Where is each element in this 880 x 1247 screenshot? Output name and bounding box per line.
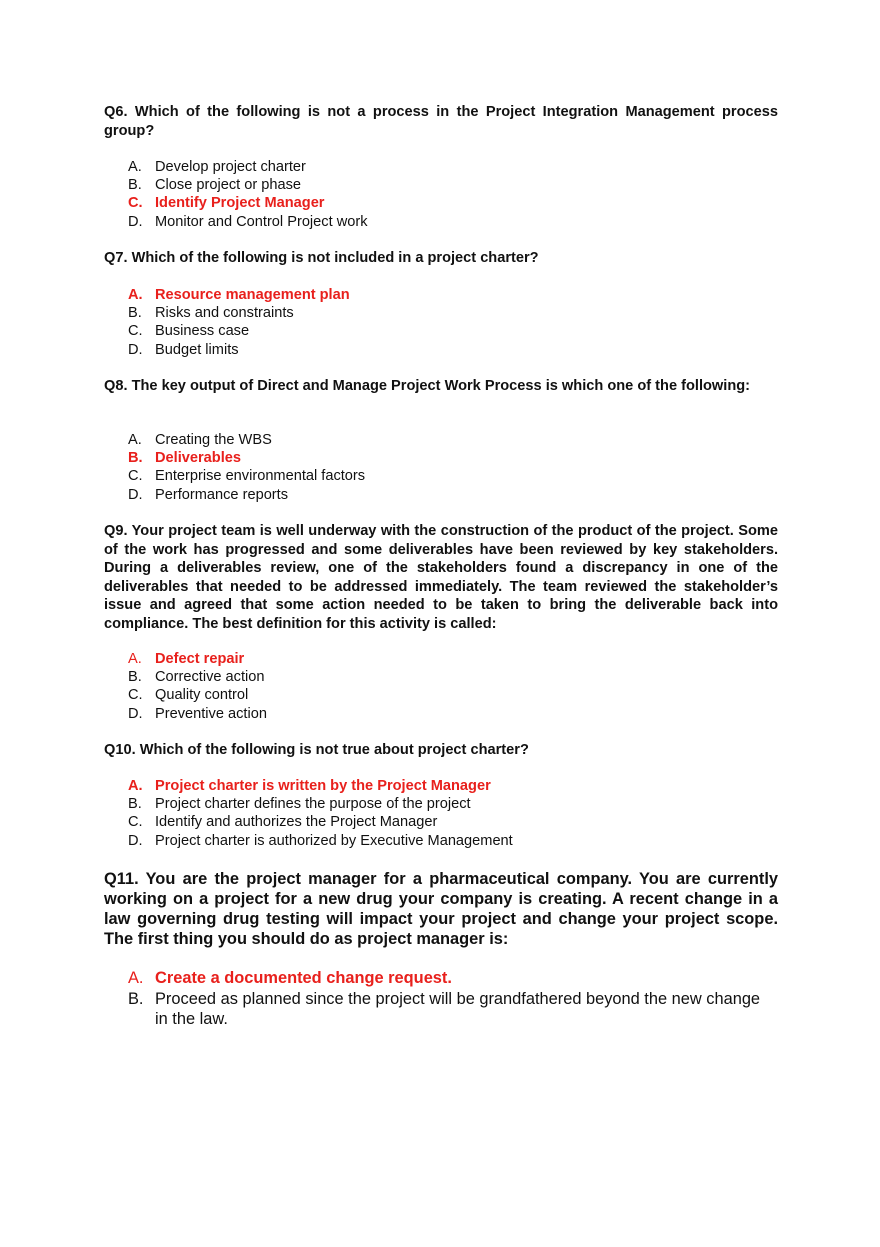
option-text: Budget limits (155, 341, 239, 358)
option-11a-correct-answer (128, 968, 768, 989)
question-11-options (128, 968, 768, 1030)
option-letter: D. (128, 341, 143, 358)
option-letter: A. (128, 287, 143, 303)
option-text: Project charter defines the purpose of the project (155, 796, 471, 813)
option-text: Proceed as planned since the project will be grandfathered beyond the new change in the law. (155, 989, 761, 1028)
option-11b (128, 989, 768, 1030)
option-letter: B. (128, 450, 143, 467)
option-letter: C. (128, 814, 143, 831)
option-letter: D. (128, 486, 143, 503)
option-text: Business case (155, 323, 250, 340)
option-letter: B. (128, 796, 142, 813)
option-text: Project charter is authorized by Executive Management (155, 832, 513, 849)
option-6d (128, 213, 768, 231)
option-letter: C. (128, 323, 143, 340)
option-text: Develop project charter (155, 159, 306, 175)
option-text: Quality control (155, 687, 249, 704)
option-text: Identify and authorizes the Project Manager (155, 814, 438, 831)
option-text: Performance reports (155, 486, 289, 503)
option-text: Create a documented change request. (155, 969, 452, 987)
option-9b (128, 668, 768, 686)
option-letter: B. (128, 305, 142, 322)
question-7-options (128, 286, 768, 359)
question-10-options (128, 777, 768, 850)
option-9a-correct-answer (128, 650, 768, 668)
option-10b (128, 795, 768, 813)
option-letter: A. (128, 432, 142, 448)
option-text: Identify Project Manager (155, 195, 325, 212)
option-text: Deliverables (155, 450, 241, 467)
option-text: Risks and constraints (155, 305, 294, 322)
option-10a-correct-answer (128, 777, 768, 795)
option-6c-correct-answer (128, 194, 768, 212)
option-8b-correct-answer (128, 449, 768, 467)
option-letter: C. (128, 468, 143, 485)
option-text: Preventive action (155, 705, 267, 722)
option-text: Defect repair (155, 651, 245, 667)
option-letter: B. (128, 989, 144, 1008)
question-9-options (128, 650, 768, 723)
option-letter: B. (128, 669, 142, 686)
option-text: Creating the WBS (155, 432, 272, 448)
question-7: Q7. Which of the following is not included in a project charter? (104, 250, 539, 266)
question-6: Q6. Which of the following is not a process in the Project Integration Management process group? (104, 104, 778, 139)
question-6-options (128, 158, 768, 231)
option-8d (128, 486, 768, 504)
option-letter: B. (128, 177, 142, 194)
option-letter: D. (128, 213, 143, 230)
option-text: Monitor and Control Project work (155, 213, 368, 230)
option-text: Corrective action (155, 669, 265, 686)
option-6a (128, 158, 768, 176)
option-letter: D. (128, 705, 143, 722)
question-11: Q11. You are the project manager for a pharmaceutical company. You are currently working on a project for a new drug your company is creating. A recent change in a law governing drug testing will impact your project and change your project scope. The first thing you should do as project manager is: (104, 870, 778, 948)
option-9d (128, 705, 768, 723)
option-letter: D. (128, 832, 143, 849)
question-8-options (128, 431, 768, 504)
option-text: Enterprise environmental factors (155, 468, 366, 485)
option-7b (128, 304, 768, 322)
question-8: Q8. The key output of Direct and Manage Project Work Process is which one of the following: (104, 378, 751, 394)
option-text: Resource management plan (155, 287, 350, 303)
option-6b (128, 176, 768, 194)
option-letter: A. (128, 651, 142, 667)
option-letter: A. (128, 969, 144, 987)
option-9c (128, 686, 768, 704)
option-letter: A. (128, 159, 142, 175)
option-10d (128, 832, 768, 850)
option-10c (128, 813, 768, 831)
option-7a-correct-answer (128, 286, 768, 304)
option-7d (128, 341, 768, 359)
option-text: Close project or phase (155, 177, 302, 194)
option-text: Project charter is written by the Project Manager (155, 778, 491, 794)
option-letter: C. (128, 687, 143, 704)
option-8c (128, 467, 768, 485)
option-8a (128, 431, 768, 449)
option-letter: A. (128, 778, 143, 794)
question-10: Q10. Which of the following is not true about project charter? (104, 742, 529, 758)
option-7c (128, 322, 768, 340)
question-9: Q9. Your project team is well underway with the construction of the product of the project. Some of the work has progressed and some deliverables have been reviewed by key stakeholders. During a deliverables review, one of the stakeholders found a discrepancy in one of the deliverables that needed to be addressed immediately. The team reviewed the stakeholder’s issue and agreed that some action needed to be taken to bring the deliverable back into compliance. The best definition for this activity is called: (104, 523, 778, 632)
option-letter: C. (128, 195, 143, 212)
